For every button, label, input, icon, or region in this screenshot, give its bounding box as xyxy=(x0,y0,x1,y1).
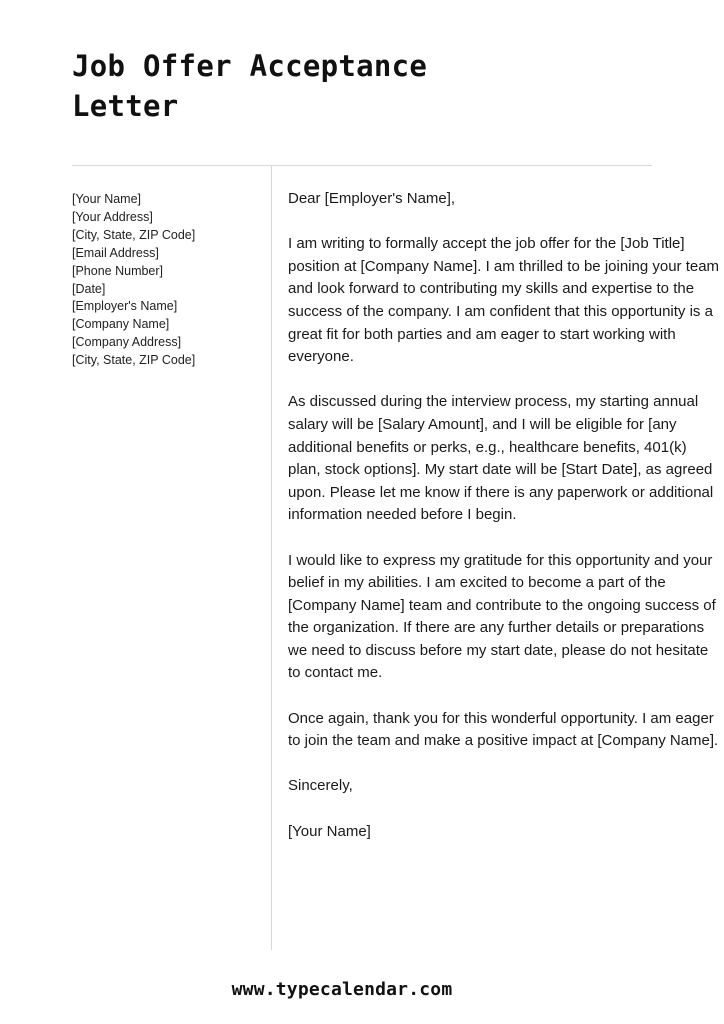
vertical-divider xyxy=(271,166,272,950)
footer-website[interactable]: www.typecalendar.com xyxy=(231,979,453,1000)
sender-address: [Your Address] xyxy=(72,209,153,224)
sender-name: [Your Name] xyxy=(72,192,142,206)
letter-paragraph: I would like to express my gratitude for this opportunity and your belief in my abilities. I am excited to become a part of the [Company Name] team and contribute to the ongoing success of the organization. If there are any further details or preparations we need to discuss before my start date, please do not hesitate to contact me. xyxy=(288,551,716,682)
letter-closing: Sincerely, xyxy=(288,777,353,795)
letter-signature: [Your Name] xyxy=(288,822,371,840)
employer-name: [Employer's Name] xyxy=(72,299,178,314)
document-title-line1: Job Offer Acceptance xyxy=(72,49,428,83)
document-title-line2: Letter xyxy=(72,89,179,123)
sender-info-block xyxy=(72,191,262,370)
letter-date: [Date] xyxy=(72,281,106,296)
horizontal-divider xyxy=(72,165,652,166)
sender-city-state-zip: [City, State, ZIP Code] xyxy=(72,227,196,242)
sender-phone: [Phone Number] xyxy=(72,263,164,278)
letter-paragraph: As discussed during the interview process, my starting annual salary will be [Salary Amount], and I will be eligible for [any additional benefits or perks, e.g., healthcare benefits, 401(k) plan, stock options]. My start date will be [Start Date], as agreed upon. Please let me know if there is any paperwork or additional information needed before I begin. xyxy=(288,393,714,524)
letter-body xyxy=(288,188,720,866)
company-address: [Company Address] xyxy=(72,335,182,350)
letter-salutation: Dear [Employer's Name], xyxy=(288,190,456,207)
document-title xyxy=(72,46,427,126)
letter-paragraph: Once again, thank you for this wonderful opportunity. I am eager to join the team and make a positive impact at [Company Name]. xyxy=(288,709,719,750)
sender-email: [Email Address] xyxy=(72,245,159,260)
company-name: [Company Name] xyxy=(72,317,170,332)
company-city-state-zip: [City, State, ZIP Code] xyxy=(72,353,196,368)
letter-paragraph: I am writing to formally accept the job offer for the [Job Title] position at [Company Name]. I am thrilled to be joining your team and look forward to contributing my skills and expertise to the success of the company. I am confident that this opportunity is a great fit for both parties and am eager to start working with everyone. xyxy=(288,235,720,366)
